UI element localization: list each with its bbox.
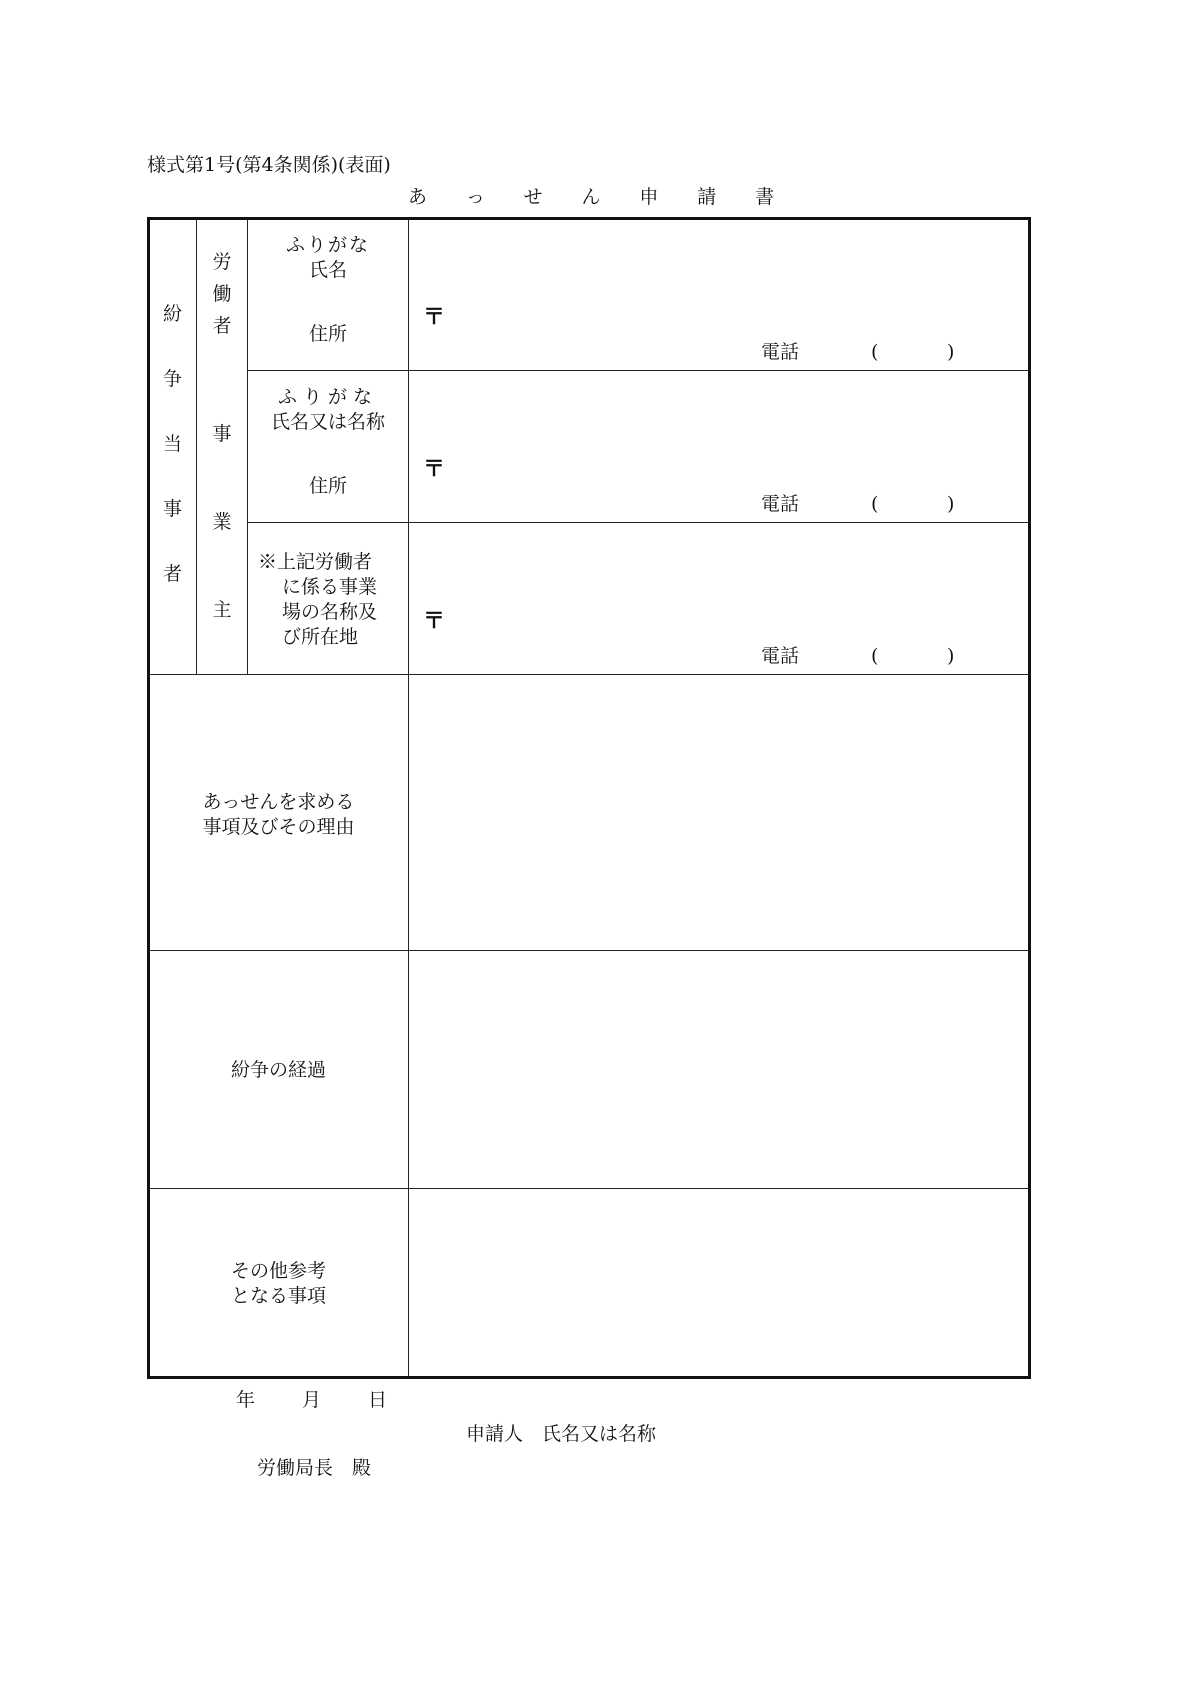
other-field[interactable] (409, 1189, 1029, 1377)
title-char: ん (581, 186, 601, 208)
phone-paren-open: ( (871, 341, 879, 363)
progress-label: 紛争の経過 (230, 1059, 326, 1081)
phone-paren-close: ) (947, 493, 955, 515)
title-char: っ (465, 186, 485, 208)
applicant-label: 申請人 氏名又は名称 (466, 1423, 657, 1445)
label-char: 業 (212, 511, 232, 533)
date-day-label: 日 (368, 1389, 388, 1411)
title-char: あ (408, 186, 428, 208)
employer-label (197, 425, 247, 620)
postal-mark: 〒 (423, 457, 446, 482)
phone-paren-open: ( (871, 645, 879, 667)
title-char: 書 (754, 186, 774, 208)
postal-mark: 〒 (423, 609, 446, 634)
label-char: 事 (212, 423, 232, 445)
form-number: 様式第1号(第4条関係)(表面) (147, 154, 391, 176)
other-label-line: となる事項 (230, 1285, 326, 1307)
employer-name-field[interactable] (409, 371, 1029, 445)
postal-mark: 〒 (423, 305, 446, 330)
other-label (149, 1259, 408, 1309)
employer-name-label: 氏名又は名称 (270, 411, 385, 433)
label-char: 紛 (162, 303, 182, 325)
worker-label (197, 253, 247, 336)
workplace-name-field[interactable] (409, 523, 1029, 597)
phone-label: 電話 (761, 341, 800, 363)
phone-label: 電話 (761, 493, 800, 515)
employer-furigana-label: ふりがな (277, 386, 378, 408)
divider (247, 219, 248, 675)
workplace-label-line: 場の名称及 (282, 601, 378, 623)
title-char: 申 (639, 186, 659, 208)
workplace-label-line: ※上記労働者 (258, 551, 373, 573)
worker-name-field[interactable] (409, 219, 1029, 293)
title-char: せ (523, 186, 543, 208)
worker-name-label: 氏名 (308, 259, 347, 281)
label-char: 者 (162, 563, 182, 585)
worker-address-field[interactable] (409, 294, 1029, 370)
label-char: 労 (212, 251, 232, 273)
title-char: 請 (697, 186, 717, 208)
workplace-address-field[interactable] (409, 598, 1029, 674)
other-label-line: その他参考 (230, 1260, 326, 1282)
workplace-label-line: に係る事業 (282, 576, 378, 598)
label-char: 主 (212, 599, 232, 621)
request-field[interactable] (409, 675, 1029, 950)
form-title (408, 188, 774, 207)
addressee-label: 労働局長 殿 (257, 1457, 372, 1479)
phone-paren-open: ( (871, 493, 879, 515)
progress-field[interactable] (409, 951, 1029, 1188)
employer-address-label: 住所 (308, 475, 347, 497)
request-label-line: あっせんを求める (202, 791, 355, 813)
request-label (149, 790, 408, 840)
date-month-label: 月 (302, 1389, 322, 1411)
label-char: 者 (212, 315, 232, 337)
phone-label: 電話 (761, 645, 800, 667)
label-char: 当 (162, 433, 182, 455)
phone-paren-close: ) (947, 341, 955, 363)
date-year-label: 年 (236, 1389, 256, 1411)
label-char: 働 (212, 283, 232, 305)
workplace-label-line: び所在地 (282, 626, 359, 648)
request-label-line: 事項及びその理由 (202, 816, 355, 838)
dispute-parties-label (149, 305, 196, 584)
label-char: 争 (162, 368, 182, 390)
worker-furigana-label: ふりがな (285, 234, 370, 256)
label-char: 事 (162, 498, 182, 520)
phone-paren-close: ) (947, 645, 955, 667)
employer-address-field[interactable] (409, 446, 1029, 522)
worker-address-label: 住所 (308, 323, 347, 345)
